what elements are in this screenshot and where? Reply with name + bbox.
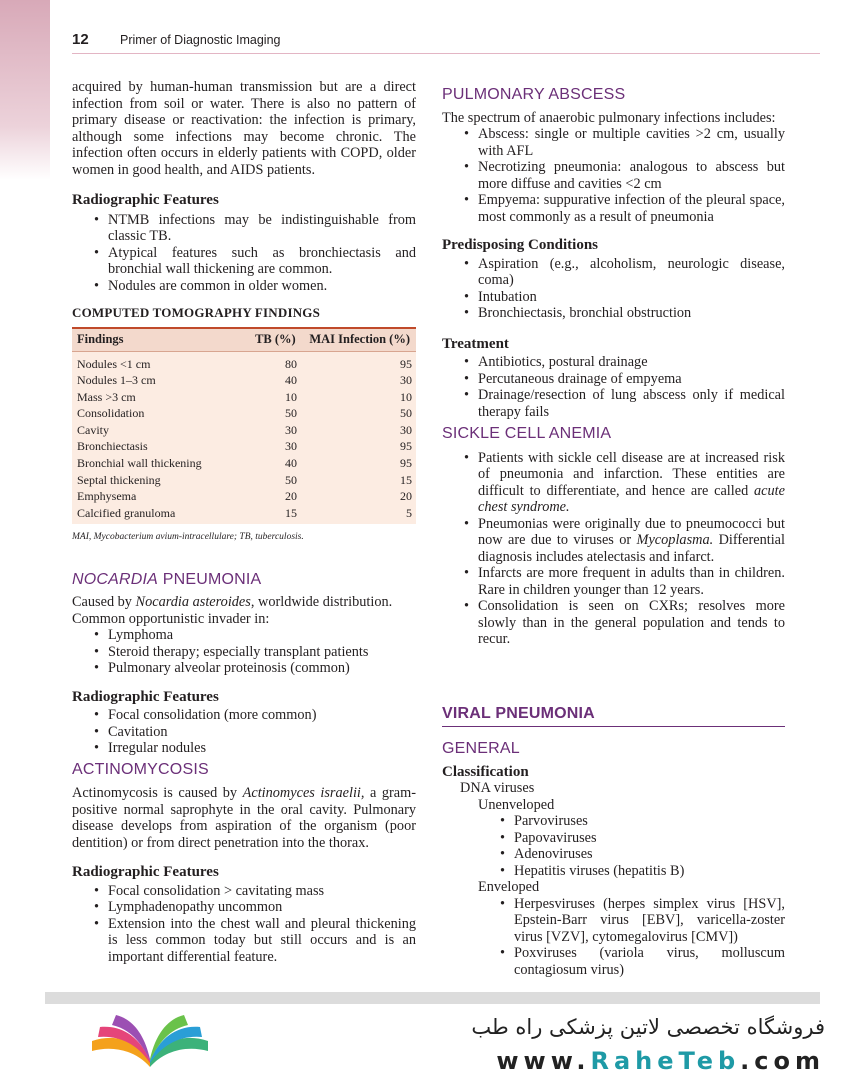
list-item: • Lymphadenopathy uncommon — [108, 899, 416, 916]
table-cell: Consolidation — [77, 406, 145, 421]
open-book-logo — [86, 1011, 214, 1069]
list-item: • Hepatitis viruses (hepatitis B) — [514, 863, 785, 880]
store-url: www.RaheTeb.com — [496, 1047, 825, 1075]
radiographic-features-heading: Radiographic Features — [72, 688, 219, 705]
table-cell: Bronchial wall thickening — [77, 456, 202, 471]
table-cell: 5 — [406, 505, 412, 520]
table-footnote: MAI, Mycobacterium avium-intracellulare; TB, tuberculosis. — [72, 532, 304, 543]
list-item: • Bronchiectasis, bronchial obstruction — [478, 305, 785, 322]
list-item: • Drainage/resection of lung abscess only if medical therapy fails — [478, 387, 785, 420]
table-row — [72, 389, 416, 406]
intro-paragraph: acquired by human-human transmission but are a direct infection from soil or water. There is also no pattern of primary disease or reactivation: the infection is primary, although some infections may become chronic. The infection often occurs in elderly patients with COPD, older women in good health, and AIDS patients. — [72, 79, 416, 178]
table-cell: 80 — [285, 356, 297, 371]
predisposing-list — [442, 256, 785, 322]
sickle-cell-heading: SICKLE CELL ANEMIA — [442, 425, 612, 442]
table-cell: Septal thickening — [77, 472, 161, 487]
left-column — [72, 79, 416, 965]
column-header: MAI Infection (%) — [309, 332, 410, 347]
table-cell: 30 — [285, 439, 297, 454]
list-item: • Focal consolidation (more common) — [108, 707, 416, 724]
sickle-cell-list — [442, 450, 785, 648]
table-cell: Calcified granuloma — [77, 505, 176, 520]
nocardia-paragraph: Caused by Nocardia asteroides, worldwide distribution. — [72, 594, 393, 611]
table-cell: Bronchiectasis — [77, 439, 148, 454]
treatment-list — [442, 354, 785, 420]
running-title: Primer of Diagnostic Imaging — [120, 33, 281, 47]
list-item: • Percutaneous drainage of empyema — [478, 371, 785, 388]
list-item: • Pneumonias were originally due to pneumococci but now are due to viruses or Mycoplasma. Differential diagnosis includes atelectasis and infarct. — [478, 516, 785, 566]
table-cell: 30 — [285, 422, 297, 437]
nocardia-list — [72, 627, 416, 677]
table-cell: 95 — [400, 356, 412, 371]
list-item: • Irregular nodules — [108, 740, 416, 757]
radiographic-features-list — [72, 212, 416, 295]
table-body — [72, 352, 416, 525]
list-item: • Lymphoma — [108, 627, 416, 644]
table-header — [72, 329, 416, 352]
table-cell: 15 — [400, 472, 412, 487]
table-row — [72, 455, 416, 472]
table-row — [72, 438, 416, 455]
table-cell: 50 — [285, 472, 297, 487]
list-item: • Necrotizing pneumonia: analogous to abscess but more diffuse and cavities <2 cm — [478, 159, 785, 192]
table-row — [72, 372, 416, 389]
enveloped-list — [442, 896, 785, 979]
list-item: • Intubation — [478, 289, 785, 306]
heading-italic: NOCARDIA — [72, 570, 159, 588]
table-cell: Nodules 1–3 cm — [77, 373, 156, 388]
column-header: TB (%) — [255, 332, 296, 347]
dna-viruses-label: DNA viruses — [460, 780, 535, 796]
table-cell: 20 — [285, 489, 297, 504]
predisposing-heading: Predisposing Conditions — [442, 237, 599, 253]
heading-rest: PNEUMONIA — [158, 570, 262, 588]
list-item: • Extension into the chest wall and pleural thickening is less common today but still occurs and is an important differential feature. — [108, 916, 416, 966]
table-row — [72, 488, 416, 505]
list-item: • Patients with sickle cell disease are at increased risk of pneumonia and infarction. These entities are difficult to differentiate, and hence are called acute chest syndrome. — [478, 450, 785, 516]
classification-heading: Classification — [442, 763, 529, 780]
list-item: • Nodules are common in older women. — [108, 278, 416, 295]
section-rule — [442, 726, 785, 727]
actinomycosis-paragraph: Actinomycosis is caused by Actinomyces israelii, a gram-positive normal saprophyte in the oral cavity. Pulmonary disease develops from aspiration of the organism (poor dentition) or from direct penetration into the thorax. — [72, 785, 416, 851]
table-title: COMPUTED TOMOGRAPHY FINDINGS — [72, 305, 321, 320]
list-item: • Poxviruses (variola virus, molluscum contagiosum virus) — [514, 945, 785, 978]
table-cell: 30 — [400, 422, 412, 437]
table-cell: 30 — [400, 373, 412, 388]
table-cell: Mass >3 cm — [77, 389, 136, 404]
table-cell: 10 — [285, 389, 297, 404]
table-row — [72, 505, 416, 522]
table-cell: 40 — [285, 373, 297, 388]
table-cell: 40 — [285, 456, 297, 471]
radiographic-features-heading: Radiographic Features — [72, 192, 219, 208]
list-item: • Cavitation — [108, 724, 416, 741]
table-cell: 95 — [400, 456, 412, 471]
nocardia-paragraph-2: Common opportunistic invader in: — [72, 610, 270, 627]
list-item: • Pulmonary alveolar proteinosis (common) — [108, 660, 416, 677]
radiographic-features-heading: Radiographic Features — [72, 864, 219, 881]
table-row — [72, 422, 416, 439]
pulmonary-abscess-heading: PULMONARY ABSCESS — [442, 86, 626, 103]
radiographic-features-list — [72, 883, 416, 966]
abscess-list — [442, 126, 785, 225]
table-row — [72, 405, 416, 422]
footer-shadow-band — [45, 992, 820, 1004]
list-item: • Adenoviruses — [514, 846, 785, 863]
table-cell: 20 — [400, 489, 412, 504]
column-header: Findings — [77, 332, 124, 347]
list-item: • Infarcts are more frequent in adults than in children. Rare in children younger than 12 years. — [478, 565, 785, 598]
viral-pneumonia-heading: VIRAL PNEUMONIA — [442, 704, 595, 722]
table-row — [72, 472, 416, 489]
list-item: • Parvoviruses — [514, 813, 785, 830]
unenveloped-list — [442, 813, 785, 879]
radiographic-features-list — [72, 707, 416, 757]
general-heading: GENERAL — [442, 740, 520, 757]
list-item: • Focal consolidation > cavitating mass — [108, 883, 416, 900]
footer-banner — [0, 993, 865, 1080]
abscess-paragraph: The spectrum of anaerobic pulmonary infections includes: — [442, 109, 776, 126]
right-column — [442, 87, 785, 978]
list-item: • Abscess: single or multiple cavities >2 cm, usually with AFL — [478, 126, 785, 159]
list-item: • Atypical features such as bronchiectasis and bronchial wall thickening are common. — [108, 245, 416, 278]
table-cell: Nodules <1 cm — [77, 356, 151, 371]
list-item: • Aspiration (e.g., alcoholism, neurologic disease, coma) — [478, 256, 785, 289]
list-item: • Herpesviruses (herpes simplex virus [HSV], Epstein-Barr virus [EBV], varicella-zoster virus [VZV], cytomegalovirus [CMV]) — [514, 896, 785, 946]
nocardia-heading — [72, 572, 416, 589]
unenveloped-label: Unenveloped — [478, 796, 555, 813]
store-name: فروشگاه تخصصی لاتین پزشکی راه طب — [471, 1015, 825, 1039]
table-cell: 10 — [400, 389, 412, 404]
ct-findings-table — [72, 327, 416, 525]
table-cell: 50 — [400, 406, 412, 421]
treatment-heading: Treatment — [442, 335, 509, 352]
list-item: • Empyema: suppurative infection of the pleural space, most commonly as a result of pneumonia — [478, 192, 785, 225]
enveloped-label: Enveloped — [478, 879, 540, 895]
list-item: • Antibiotics, postural drainage — [478, 354, 785, 371]
table-cell: 95 — [400, 439, 412, 454]
footer-text — [471, 1015, 825, 1075]
table-cell: 50 — [285, 406, 297, 421]
page-corner-tab — [0, 0, 50, 180]
list-item: • Consolidation is seen on CXRs; resolves more slowly than in the general population and tends to recur. — [478, 598, 785, 648]
list-item: • NTMB infections may be indistinguishable from classic TB. — [108, 212, 416, 245]
list-item: • Steroid therapy; especially transplant patients — [108, 644, 416, 661]
page-number: 12 — [72, 31, 89, 48]
actinomycosis-heading: ACTINOMYCOSIS — [72, 760, 209, 778]
table-cell: 15 — [285, 505, 297, 520]
table-cell: Emphysema — [77, 489, 137, 504]
table-cell: Cavity — [77, 422, 109, 437]
list-item: • Papovaviruses — [514, 830, 785, 847]
table-row — [72, 356, 416, 373]
running-header — [72, 31, 820, 54]
